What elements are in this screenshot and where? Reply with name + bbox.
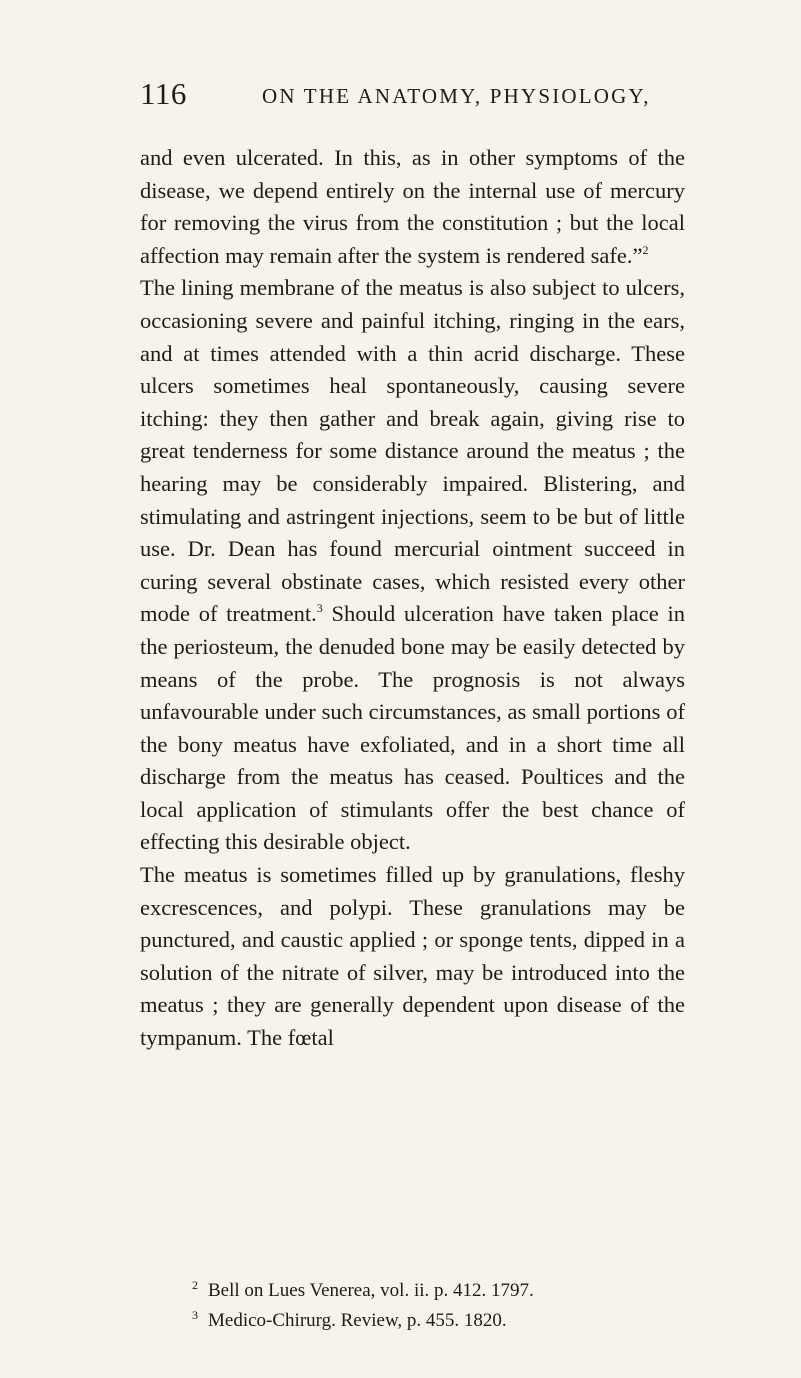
paragraph-1 [140, 142, 685, 272]
running-head [140, 76, 700, 116]
running-head-title: ON THE ANATOMY, PHYSIOLOGY, [262, 84, 651, 108]
footnotes [192, 1273, 712, 1333]
footnote-mark: 3 [192, 1308, 198, 1322]
footnote-mark: 2 [192, 1278, 198, 1292]
paragraph-3-text: The meatus is sometimes filled up by granulations, fleshy excrescences, and polypi. These granulations may be punctured, and caustic applied ; or sponge tents, dipped in a solution of the nitrate of silver, may be introduced into the meatus ; they are generally dependent upon disease of the tympanum. The fœtal [140, 862, 685, 1051]
footnote-item [192, 1273, 712, 1303]
footnote-ref-2: 2 [642, 242, 649, 257]
footnote-text: Medico-Chirurg. Review, p. 455. 1820. [208, 1310, 507, 1331]
paragraph-1-text: and even ulcerated. In this, as in other symptoms of the disease, we depend entirely on the internal use of mercury for removing the virus from the constitution ; but the local affection may remain after the system is rendered safe.” [140, 145, 685, 268]
paragraph-2 [140, 272, 685, 859]
footnote-item [192, 1303, 712, 1333]
paragraph-2-text-b: Should ulceration have taken place in the periosteum, the denuded bone may be easily detected by means of the probe. The prognosis is not always unfavourable under such circumstances, as small portions of the bony meatus have exfoliated, and in a short time all discharge from the meatus has ceased. Poultices and the local application of stimulants offer the best chance of effecting this desirable object. [140, 601, 685, 855]
paragraph-2-text-a: The lining membrane of the meatus is also subject to ulcers, occasioning severe and painful itching, ringing in the ears, and at times attended with a thin acrid discharge. These ulcers sometimes heal spontaneously, causing severe itching: they then gather and break again, giving rise to great tenderness for some distance around the meatus ; the hearing may be considerably impaired. Blistering, and stimulating and astringent injections, seem to be but of little use. Dr. Dean has found mercurial ointment succeed in curing several obstinate cases, which resisted every other mode of treatment. [140, 275, 685, 627]
body-text [140, 142, 685, 1055]
footnote-ref-3: 3 [316, 601, 323, 616]
paragraph-3 [140, 859, 685, 1055]
page-number: 116 [140, 76, 187, 111]
footnote-text: Bell on Lues Venerea, vol. ii. p. 412. 1797. [208, 1280, 534, 1301]
